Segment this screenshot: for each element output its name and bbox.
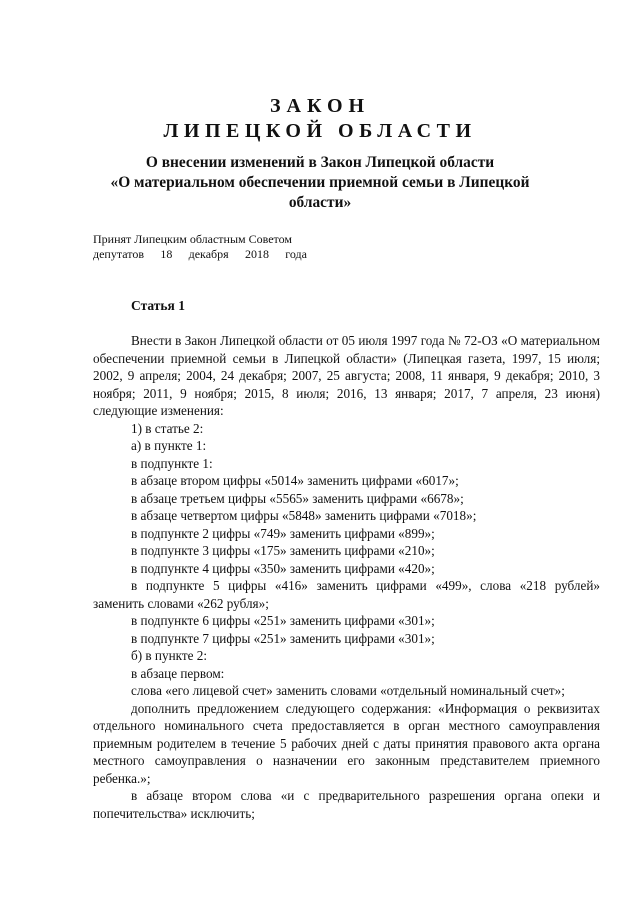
list-item: в абзаце третьем цифры «5565» заменить цифрами «6678»;	[131, 490, 464, 506]
list-item: в абзаце четвертом цифры «5848» заменить цифрами «7018»;	[131, 508, 477, 523]
list-item: в подпункте 3 цифры «175» заменить цифрами «210»;	[131, 543, 435, 558]
list-item: 1) в статье 2:	[131, 420, 204, 436]
list-item: в подпункте 6 цифры «251» заменить цифрами «301»;	[131, 613, 435, 628]
adoption-note	[93, 232, 307, 262]
subtitle-line: области»	[288, 194, 352, 211]
adoption-line: Принят Липецким областным Советом	[93, 232, 292, 246]
article-heading: Статья 1	[131, 298, 185, 313]
law-subtitle	[90, 153, 550, 213]
list-item: в подпункте 2 цифры «749» заменить цифрами «899»;	[131, 525, 435, 541]
list-item: в абзаце втором цифры «5014» заменить цифрами «6017»;	[131, 473, 459, 488]
supplement-paragraph: дополнить предложением следующего содержания: «Информация о реквизитах отдельного номинального счета предоставляется в орган местного самоуправления приемным родителем в течение 5 рабочих дней с даты принятия правового акта органа местного самоуправления о назначении его законным представителем приемного ребенка.»;	[93, 700, 600, 786]
adoption-month: декабря	[188, 247, 229, 261]
article-intro: Внести в Закон Липецкой области от 05 июля 1997 года № 72-ОЗ «О материальном обеспечении приемной семьи в Липецкой области» (Липецкая газета, 1997, 15 июля; 2002, 9 апреля; 2004, 24 декабря; 2007, 25 августа; 2008, 11 января, 9 декабря; 2010, 3 ноября; 2011, 9 ноября; 2015, 8 июля; 2016, 13 января; 2017, 7 апреля, 23 июня) следующие изменения:	[93, 333, 600, 418]
adoption-day: 18	[160, 247, 173, 261]
article-body	[93, 332, 600, 822]
exclusion-paragraph: в абзаце втором слова «и с предварительного разрешения органа опеки и попечительства» исключить;	[93, 788, 600, 821]
list-item: б) в пункте 2:	[131, 648, 208, 663]
list-item: в подпункте 4 цифры «350» заменить цифрами «420»;	[131, 560, 435, 576]
subtitle-line: «О материальном обеспечении приемной семьи в Липецкой	[110, 174, 530, 191]
list-item: в подпункте 5 цифры «416» заменить цифрами «499», слова «218 рублей» заменить словами «262 рубля»;	[93, 578, 600, 611]
list-item: в подпункте 1:	[131, 455, 213, 471]
adoption-date-line	[93, 247, 307, 262]
adoption-year: 2018	[244, 247, 269, 261]
list-item: а) в пункте 1:	[131, 438, 207, 453]
list-item: в подпункте 7 цифры «251» заменить цифрами «301»;	[131, 630, 435, 646]
list-item: слова «его лицевой счет» заменить словами «отдельный номинальный счет»;	[131, 683, 565, 698]
adoption-word: года	[285, 247, 307, 261]
law-title: ЗАКОН	[269, 95, 371, 117]
list-item: в абзаце первом:	[131, 665, 225, 681]
law-region-title: ЛИПЕЦКОЙ ОБЛАСТИ	[163, 120, 477, 142]
adoption-word: депутатов	[93, 247, 145, 261]
subtitle-line: О внесении изменений в Закон Липецкой области	[145, 154, 495, 171]
